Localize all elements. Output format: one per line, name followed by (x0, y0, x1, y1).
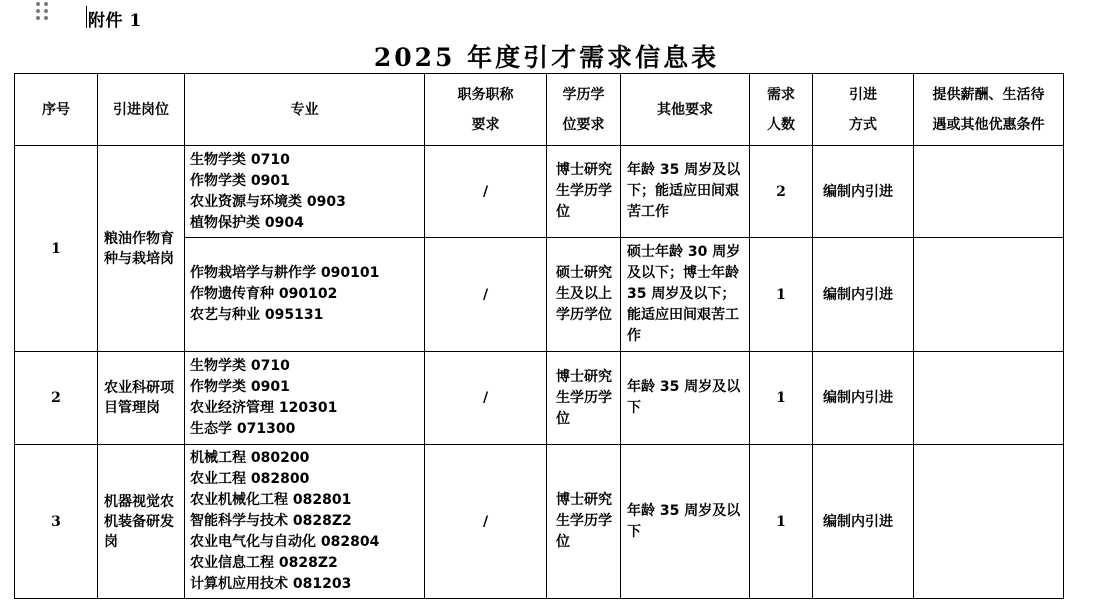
major-item: 作物遗传育种 090102 (190, 286, 338, 302)
header-method-line2: 方式 (849, 116, 877, 133)
header-post: 引进岗位 (98, 74, 185, 146)
row-majors (185, 352, 425, 445)
row-benefits (914, 352, 1064, 445)
row-method: 编制内引进 (813, 146, 914, 238)
text-cursor (86, 6, 87, 28)
major-item: 农业经济管理 120301 (190, 400, 338, 416)
row-benefits (914, 445, 1064, 599)
row-other: 年龄 35 周岁及以下 (621, 445, 750, 599)
header-count (750, 74, 813, 146)
table-row (15, 146, 1064, 238)
row-majors (185, 238, 425, 352)
row-post: 机器视觉农机装备研发岗 (98, 445, 185, 599)
row-other: 年龄 35 周岁及以下；能适应田间艰苦工作 (621, 146, 750, 238)
row-title-req: / (425, 352, 547, 445)
row-seq: 1 (15, 146, 98, 352)
row-count: 1 (750, 445, 813, 599)
header-seq: 序号 (15, 74, 98, 146)
row-degree: 博士研究生学历学位 (547, 352, 621, 445)
major-item: 计算机应用技术 081203 (190, 576, 352, 592)
row-method: 编制内引进 (813, 352, 914, 445)
row-degree: 硕士研究生及以上学历学位 (547, 238, 621, 352)
row-majors (185, 146, 425, 238)
row-seq: 2 (15, 352, 98, 445)
row-title-req: / (425, 238, 547, 352)
header-benefits-line2: 遇或其他优惠条件 (932, 116, 1045, 133)
major-item: 农业资源与环境类 0903 (190, 193, 346, 210)
recruitment-table (14, 73, 1064, 599)
drag-handle-icon[interactable] (36, 2, 50, 20)
header-title-req-line2: 要求 (471, 116, 500, 133)
row-benefits (914, 146, 1064, 238)
major-item: 生物学类 0710 (190, 358, 290, 374)
major-item: 机械工程 080200 (190, 450, 310, 466)
header-title-req-line1: 职务职称 (457, 86, 514, 103)
major-item: 作物学类 0901 (190, 379, 290, 395)
row-method: 编制内引进 (813, 238, 914, 352)
row-seq: 3 (15, 445, 98, 599)
row-benefits (914, 238, 1064, 352)
major-item: 作物学类 0901 (190, 172, 290, 189)
major-item: 农业机械化工程 082801 (190, 492, 352, 508)
header-major: 专业 (185, 74, 425, 146)
header-count-line2: 人数 (767, 116, 795, 133)
table-header-row (15, 74, 1064, 146)
row-other: 年龄 35 周岁及以下 (621, 352, 750, 445)
major-item: 生物学类 0710 (190, 151, 290, 168)
row-post: 粮油作物育种与栽培岗 (98, 146, 185, 352)
row-other: 硕士年龄 30 周岁及以下；博士年龄 35 周岁及以下；能适应田间艰苦工作 (621, 238, 750, 352)
row-degree: 博士研究生学历学位 (547, 146, 621, 238)
major-item: 智能科学与技术 0828Z2 (190, 513, 352, 529)
row-majors (185, 445, 425, 599)
header-other: 其他要求 (621, 74, 750, 146)
row-post: 农业科研项目管理岗 (98, 352, 185, 445)
row-title-req: / (425, 445, 547, 599)
header-count-line1: 需求 (767, 86, 795, 103)
header-benefits-line1: 提供薪酬、生活待 (932, 86, 1045, 103)
page-title: 2025 年度引才需求信息表 (373, 43, 720, 72)
major-item: 农业信息工程 0828Z2 (190, 555, 338, 571)
major-item: 作物栽培学与耕作学 090101 (190, 265, 380, 281)
row-degree: 博士研究生学历学位 (547, 445, 621, 599)
header-method (813, 74, 914, 146)
attachment-text: 附件 (88, 11, 123, 31)
header-benefits (914, 74, 1064, 146)
attachment-label (88, 6, 142, 31)
header-title-req (425, 74, 547, 146)
major-item: 植物保护类 0904 (190, 214, 304, 231)
row-count: 1 (750, 238, 813, 352)
row-method: 编制内引进 (813, 445, 914, 599)
attachment-number: 1 (129, 11, 142, 31)
major-item: 农业工程 082800 (190, 471, 310, 487)
major-item: 农艺与种业 095131 (190, 307, 324, 323)
row-count: 1 (750, 352, 813, 445)
header-edu (547, 74, 621, 146)
major-item: 生态学 071300 (190, 421, 296, 437)
major-item: 农业电气化与自动化 082804 (190, 534, 380, 550)
row-count: 2 (750, 146, 813, 238)
header-edu-line2: 位要求 (562, 116, 605, 133)
table-row (15, 445, 1064, 599)
table-row (15, 352, 1064, 445)
header-method-line1: 引进 (849, 86, 877, 103)
row-title-req: / (425, 146, 547, 238)
header-edu-line1: 学历学 (562, 86, 605, 103)
